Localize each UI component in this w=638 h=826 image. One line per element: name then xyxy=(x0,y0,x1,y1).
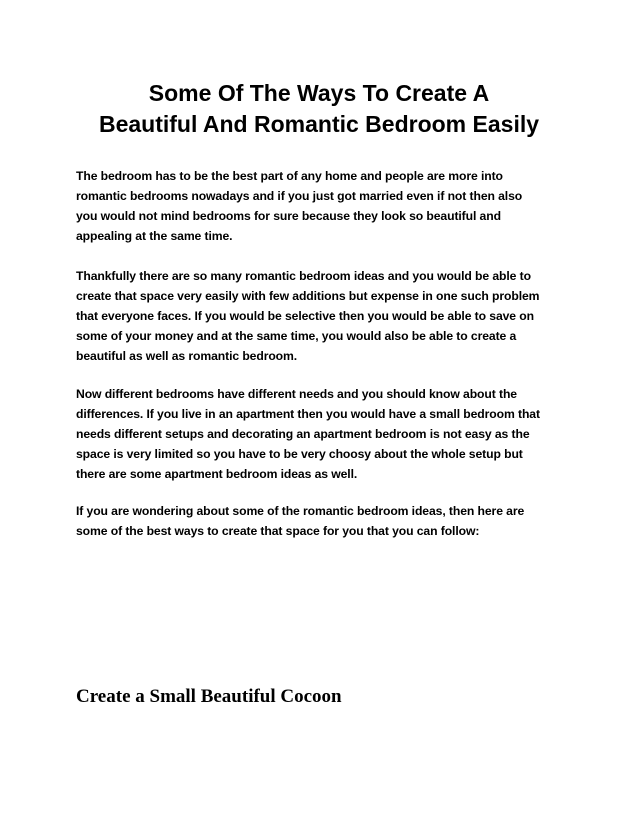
paragraph-line: Now different bedrooms have different needs and you should know about the xyxy=(76,387,517,401)
paragraph-line: space is very limited so you have to be very choosy about the whole setup but xyxy=(76,447,523,461)
paragraph-line: there are some apartment bedroom ideas as well. xyxy=(76,467,358,481)
paragraph-line: some of the best ways to create that space for you that you can follow: xyxy=(76,524,480,538)
paragraph-line: that everyone faces. If you would be selective then you would be able to save on xyxy=(76,309,534,323)
paragraph-line: some of your money and at the same time, you would also be able to create a xyxy=(76,329,517,343)
paragraph-apartment xyxy=(76,384,568,484)
page-title xyxy=(40,78,598,140)
paragraph-line: romantic bedrooms nowadays and if you just got married even if not then also xyxy=(76,189,523,203)
paragraph-line: Thankfully there are so many romantic bedroom ideas and you would be able to xyxy=(76,269,531,283)
page-title-line: Beautiful And Romantic Bedroom Easily xyxy=(98,111,540,137)
paragraph-line: create that space very easily with few additions but expense in one such problem xyxy=(76,289,540,303)
paragraph-line: needs different setups and decorating an apartment bedroom is not easy as the xyxy=(76,427,530,441)
paragraph-ideas xyxy=(76,266,568,366)
paragraph-line: If you are wondering about some of the romantic bedroom ideas, then here are xyxy=(76,504,525,518)
paragraph-line: appealing at the same time. xyxy=(76,229,233,243)
paragraph-wondering xyxy=(76,501,568,541)
paragraph-line: beautiful as well as romantic bedroom. xyxy=(76,349,298,363)
paragraph-line: you would not mind bedrooms for sure because they look so beautiful and xyxy=(76,209,501,223)
paragraph-line: differences. If you live in an apartment then you would have a small bedroom that xyxy=(76,407,540,421)
paragraph-line: The bedroom has to be the best part of any home and people are more into xyxy=(76,169,503,183)
page-title-line: Some Of The Ways To Create A xyxy=(148,80,490,106)
section-heading: Create a Small Beautiful Cocoon xyxy=(76,686,342,707)
paragraph-intro xyxy=(76,166,568,246)
